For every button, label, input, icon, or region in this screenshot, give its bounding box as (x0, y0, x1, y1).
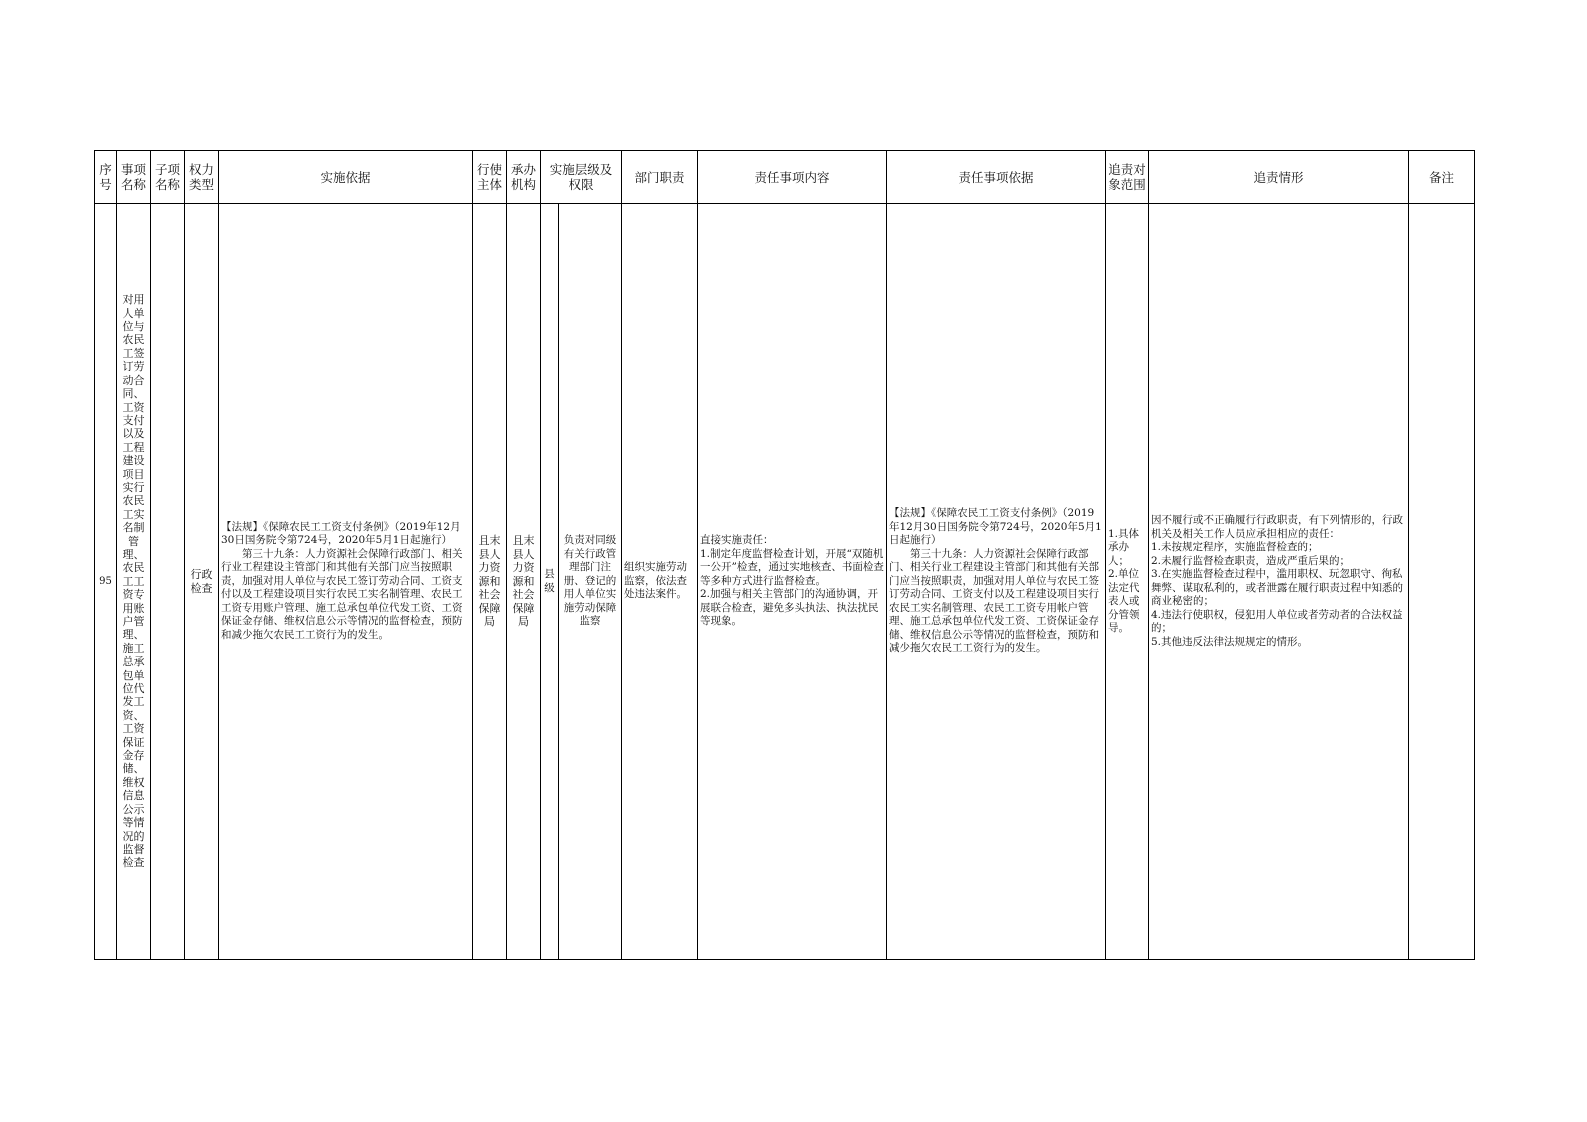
header-responsibility: 责任事项内容 (698, 151, 887, 204)
header-duty: 部门职责 (622, 151, 698, 204)
header-seq: 序号 (95, 151, 117, 204)
header-power-type: 权力类型 (185, 151, 219, 204)
table-header-row (95, 151, 1475, 204)
header-basis: 实施依据 (219, 151, 473, 204)
cell-org: 且末县人力资源和社会保障局 (507, 204, 541, 960)
cell-level-tier: 县级 (541, 204, 559, 959)
cell-item-name: 对用人单位与农民工签订劳动合同、工资支付以及工程建设项目实行农民工实名制管理、农民工工资专用账户管理、施工总承包单位代发工资、工资保证金存储、维权信息公示等情况的监督检查 (117, 204, 151, 960)
cell-basis: 【法规】《保障农民工工资支付条例》（2019年12月30日国务院令第724号，2020年5月1日起施行） 第三十九条：人力资源社会保障行政部门、相关行业工程建设主管部门和其他有关部门应当按照职责，加强对用人单位与农民工签订劳动合同、工资支付以及工程建设项目实行农民工实名制管理、农民工工资专用账户管理、施工总承包单位代发工资、工资保证金存储、维权信息公示等情况的监督检查，预防和减少拖欠农民工工资行为的发生。 (219, 204, 473, 960)
cell-scope: 1.具体承办人； 2.单位法定代表人或分管领导。 (1106, 204, 1149, 960)
cell-seq: 95 (95, 204, 117, 960)
header-subject: 行使主体 (473, 151, 507, 204)
cell-level (541, 204, 622, 960)
table-row (95, 204, 1475, 960)
header-level-label: 实施层级及权限 (549, 162, 613, 192)
cell-remarks (1409, 204, 1475, 960)
header-level (541, 151, 622, 204)
header-situations: 追责情形 (1149, 151, 1409, 204)
cell-level-scope: 负责对同级有关行政管理部门注册、登记的用人单位实施劳动保障监察 (563, 534, 617, 628)
cell-power-type: 行政检查 (185, 204, 219, 960)
cell-subject: 且末县人力资源和社会保障局 (473, 204, 507, 960)
header-org: 承办机构 (507, 151, 541, 204)
cell-situations: 因不履行或不正确履行行政职责，有下列情形的，行政机关及相关工作人员应承担相应的责任： 1.未按规定程序，实施监督检查的； 2.未履行监督检查职责，造成严重后果的； 3.在实施监督检查过程中，滥用职权、玩忽职守、徇私舞弊、谋取私利的，或者泄露在履行职责过程中知悉的商业秘密的； 4.违法行使职权，侵犯用人单位或者劳动者的合法权益的； 5.其他违反法律法规规定的情形。 (1149, 204, 1409, 960)
cell-resp-basis: 【法规】《保障农民工工资支付条例》（2019年12月30日国务院令第724号，2020年5月1日起施行） 第三十九条：人力资源社会保障行政部门、相关行业工程建设主管部门和其他有关部门应当按照职责，加强对用人单位与农民工签订劳动合同、工资支付以及工程建设项目实行农民工实名制管理、农民工工资专用帐户管理、施工总承包单位代发工资、工资保证金存储、维权信息公示等情况的监督检查，预防和减少拖欠农民工工资行为的发生。 (887, 204, 1106, 960)
header-scope: 追责对象范围 (1106, 151, 1149, 204)
header-item-name: 事项名称 (117, 151, 151, 204)
cell-duty: 组织实施劳动监察，依法查处违法案件。 (622, 204, 698, 960)
header-resp-basis: 责任事项依据 (887, 151, 1106, 204)
header-sub-item-name: 子项名称 (151, 151, 185, 204)
header-remarks: 备注 (1409, 151, 1475, 204)
cell-responsibility: 直接实施责任： 1.制定年度监督检查计划，开展“双随机一公开”检查，通过实地核查、书面检查等多种方式进行监督检查。 2.加强与相关主管部门的沟通协调，开展联合检查，避免多头执法、执法扰民等现象。 (698, 204, 887, 960)
responsibility-list-table (94, 150, 1475, 960)
cell-sub-item-name (151, 204, 185, 960)
